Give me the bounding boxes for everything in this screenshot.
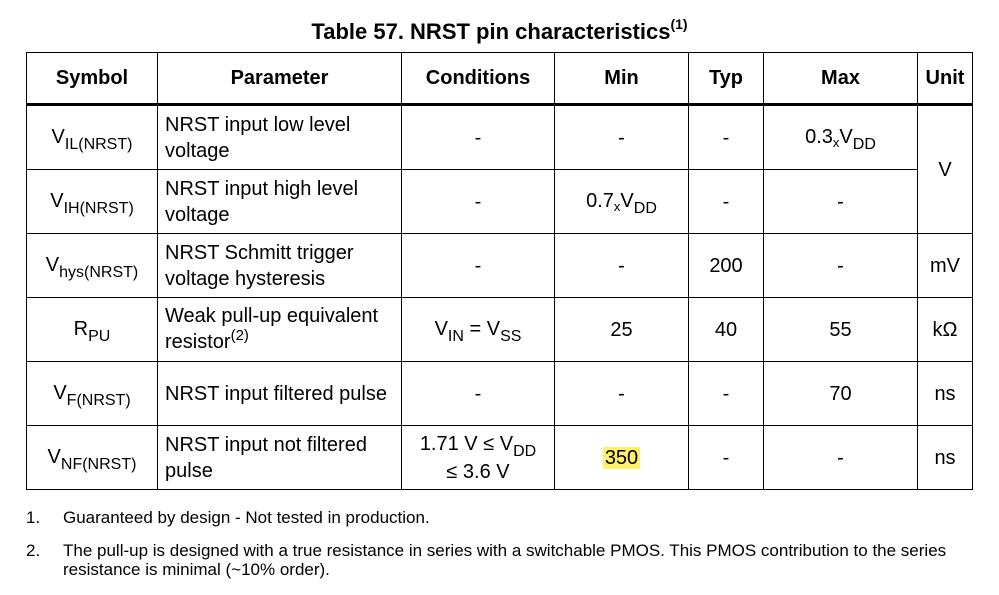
unit-cell: V: [918, 105, 973, 234]
min-cell: -: [555, 362, 689, 426]
footnote: [26, 541, 976, 579]
footnotes: [26, 508, 976, 593]
header-conditions: Conditions: [402, 53, 555, 105]
parameter-cell: NRST Schmitt trigger voltage hysteresis: [158, 234, 402, 298]
footnote-number: 1.: [26, 508, 41, 527]
table-title-note-ref: (1): [670, 15, 688, 32]
typ-cell: -: [689, 105, 764, 170]
symbol-sub: IH(NRST): [63, 199, 134, 217]
header-typ: Typ: [689, 53, 764, 105]
min-pre: 0.7: [586, 189, 614, 212]
header-symbol: Symbol: [27, 53, 158, 105]
min-cell: 25: [555, 298, 689, 362]
cond-eq: =: [463, 317, 487, 340]
typ-cell: -: [689, 426, 764, 490]
symbol-sub: IL(NRST): [64, 135, 133, 153]
symbol-cell: [27, 362, 158, 426]
symbol-base: V: [51, 125, 65, 148]
nrst-characteristics-table: [26, 52, 973, 490]
parameter-note-ref: (2): [230, 326, 249, 344]
parameter-cell: [158, 298, 402, 362]
max-cell: -: [764, 234, 918, 298]
max-cell: 55: [764, 298, 918, 362]
conditions-cell: -: [402, 234, 555, 298]
table-row: [27, 234, 973, 298]
symbol-sub: F(NRST): [66, 391, 131, 409]
min-cell: -: [555, 234, 689, 298]
symbol-sub: PU: [88, 327, 111, 345]
symbol-sub: NF(NRST): [60, 455, 137, 473]
cond-a-sub: IN: [447, 327, 464, 345]
table-title: [0, 15, 999, 46]
max-sub: DD: [852, 135, 876, 153]
cond-line2: ≤ 3.6 V: [446, 460, 510, 483]
min-times: x: [613, 198, 621, 214]
table-row: [27, 362, 973, 426]
highlighted-value: 350: [604, 446, 639, 469]
max-times: x: [832, 134, 840, 150]
header-unit: Unit: [918, 53, 973, 105]
symbol-base: V: [45, 253, 60, 276]
cond-line1-sub: DD: [513, 442, 537, 460]
parameter-cell: NRST input not filtered pulse: [158, 426, 402, 490]
parameter-text: Weak pull-up equivalent resistor: [165, 304, 379, 353]
header-parameter: Parameter: [158, 53, 402, 105]
cond-b-sub: SS: [500, 327, 522, 345]
max-cell: -: [764, 426, 918, 490]
symbol-base: R: [73, 317, 89, 340]
symbol-cell: [27, 426, 158, 490]
min-cell: [555, 426, 689, 490]
symbol-cell: [27, 298, 158, 362]
symbol-cell: [27, 234, 158, 298]
typ-cell: -: [689, 170, 764, 234]
header-max: Max: [764, 53, 918, 105]
footnote-text: Guaranteed by design - Not tested in production.: [63, 508, 430, 527]
conditions-cell: -: [402, 170, 555, 234]
cond-a: V: [434, 317, 448, 340]
min-base: V: [620, 189, 634, 212]
min-cell: -: [555, 105, 689, 170]
conditions-cell: [402, 426, 555, 490]
parameter-cell: NRST input low level voltage: [158, 105, 402, 170]
table-row: [27, 426, 973, 490]
symbol-base: V: [47, 445, 61, 468]
max-pre: 0.3: [805, 125, 833, 148]
max-cell: -: [764, 170, 918, 234]
unit-cell: mV: [918, 234, 973, 298]
typ-cell: 200: [689, 234, 764, 298]
footnote-number: 2.: [26, 541, 41, 560]
symbol-cell: [27, 105, 158, 170]
table-row: [27, 105, 973, 170]
symbol-sub: hys(NRST): [59, 263, 139, 281]
header-row: [27, 53, 973, 105]
max-base: V: [839, 125, 853, 148]
min-sub: DD: [633, 199, 657, 217]
unit-cell: kΩ: [918, 298, 973, 362]
parameter-cell: NRST input filtered pulse: [158, 362, 402, 426]
max-cell: [764, 105, 918, 170]
unit-cell: ns: [918, 362, 973, 426]
typ-cell: 40: [689, 298, 764, 362]
min-cell: [555, 170, 689, 234]
header-min: Min: [555, 53, 689, 105]
cond-b: V: [486, 317, 501, 340]
table-title-text: Table 57. NRST pin characteristics: [311, 19, 671, 44]
footnote: [26, 508, 976, 527]
footnote-text: The pull-up is designed with a true resistance in series with a switchable PMOS. This PMOS contribution to the series resistance is minimal (~10% order).: [63, 541, 947, 579]
conditions-cell: [402, 298, 555, 362]
symbol-base: V: [50, 189, 64, 212]
cond-line1-pre: 1.71 V ≤ V: [419, 432, 514, 455]
table-row: [27, 170, 973, 234]
table-row: [27, 298, 973, 362]
conditions-cell: -: [402, 105, 555, 170]
symbol-cell: [27, 170, 158, 234]
symbol-base: V: [53, 381, 67, 404]
unit-cell: ns: [918, 426, 973, 490]
parameter-cell: NRST input high level voltage: [158, 170, 402, 234]
typ-cell: -: [689, 362, 764, 426]
max-cell: 70: [764, 362, 918, 426]
conditions-cell: -: [402, 362, 555, 426]
